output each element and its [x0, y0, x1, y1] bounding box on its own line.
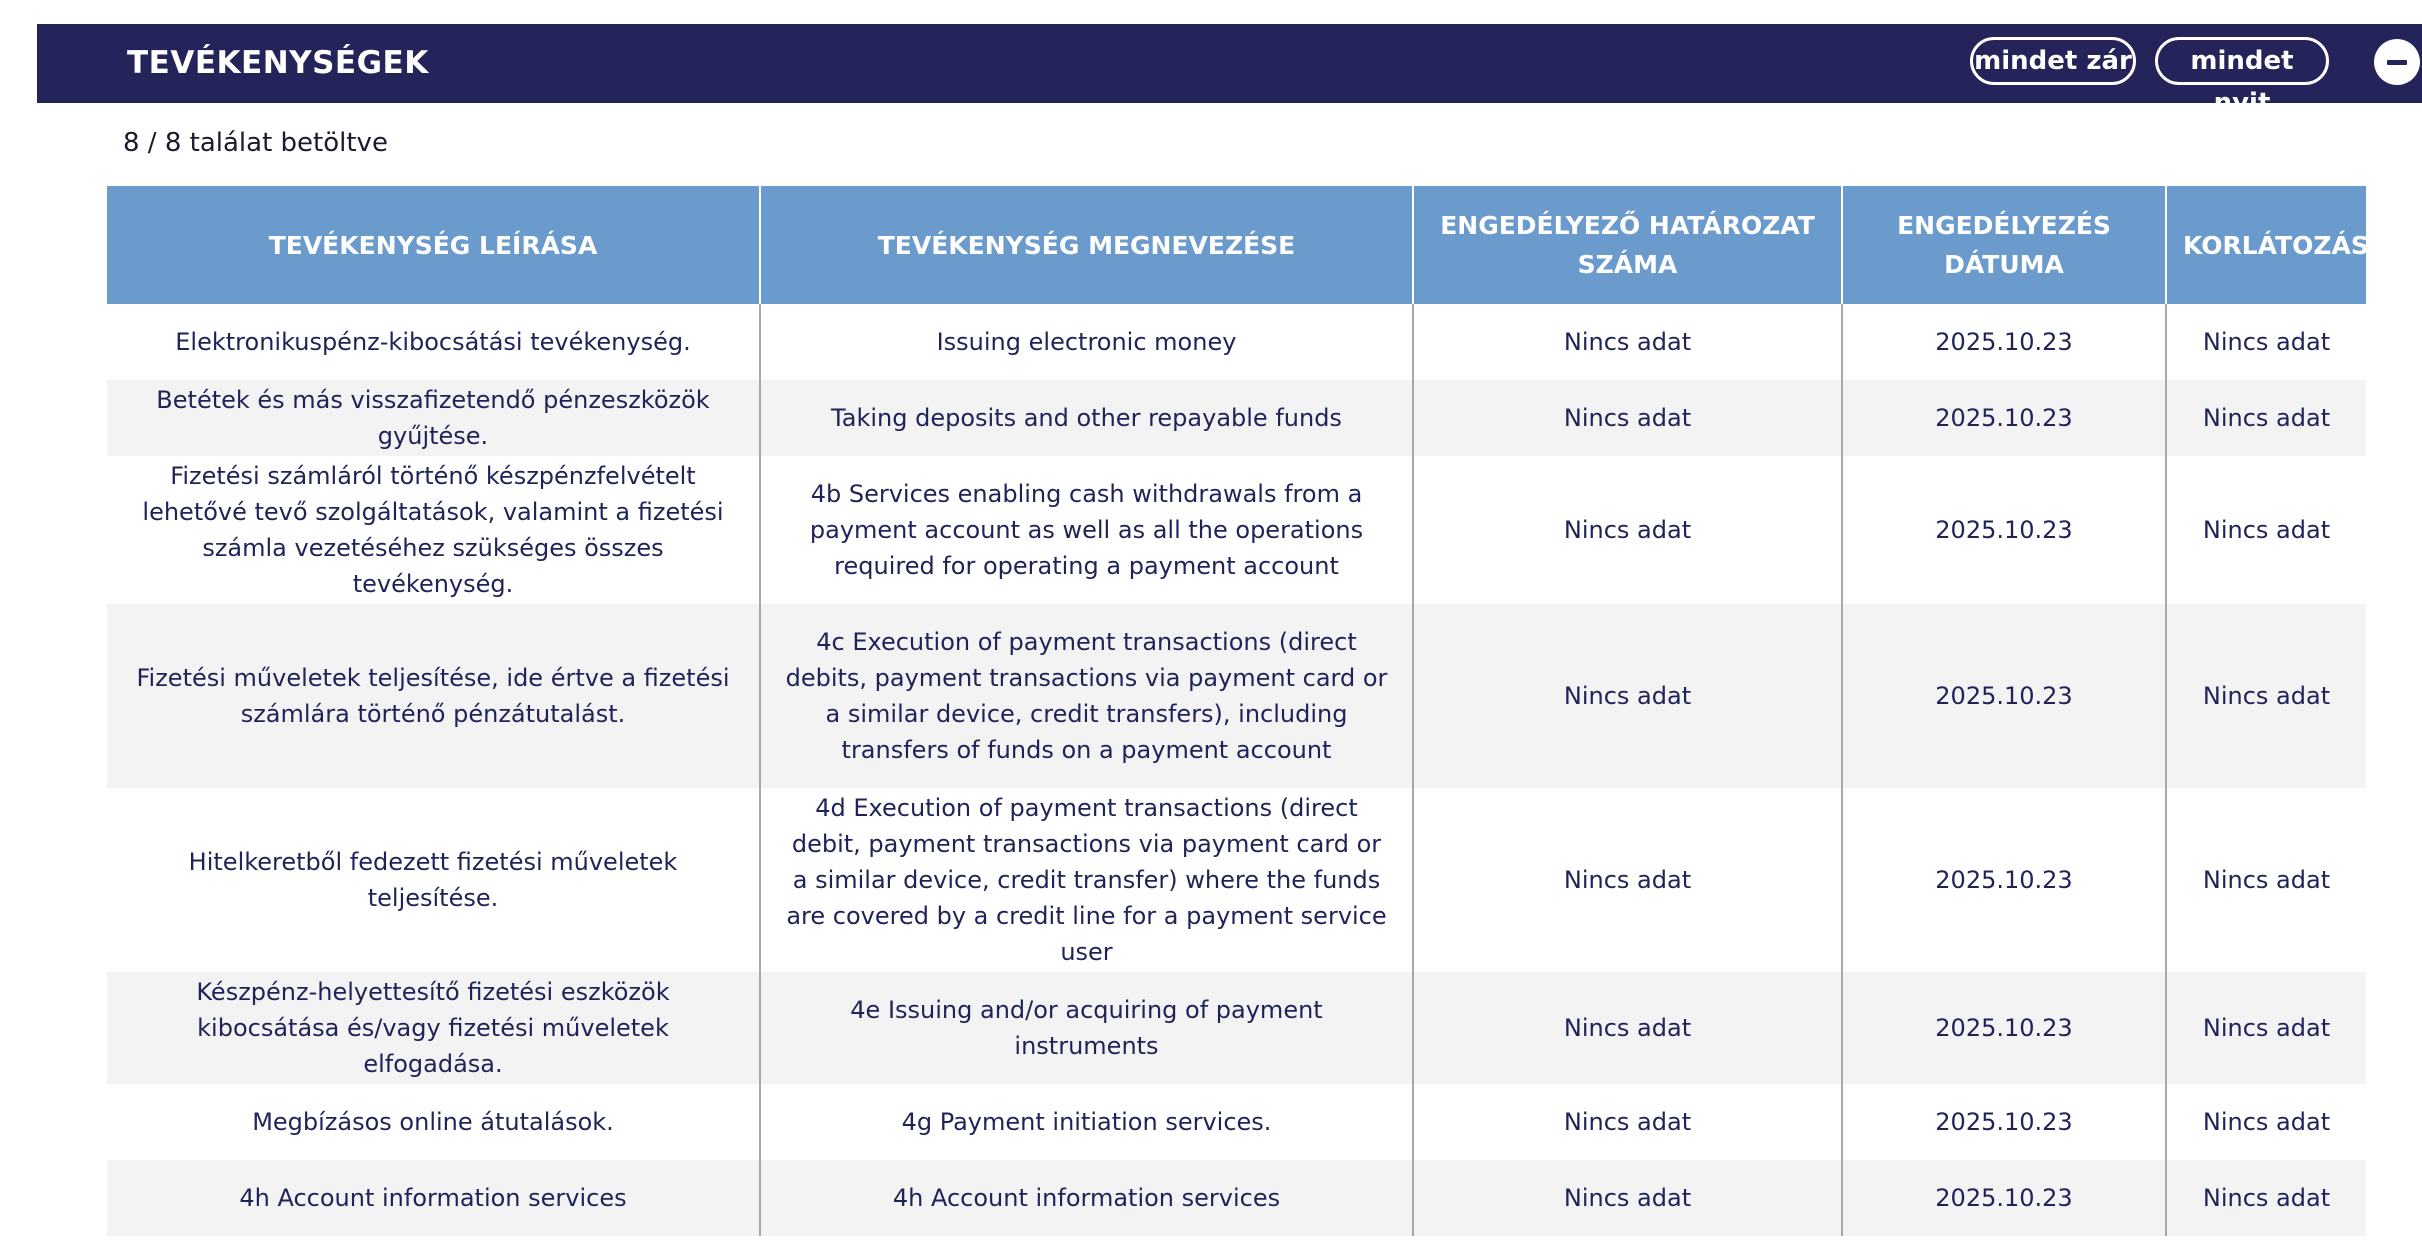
column-header-name[interactable]: TEVÉKENYSÉG MEGNEVEZÉSE — [760, 186, 1413, 304]
cell-name: Taking deposits and other repayable funds — [760, 380, 1413, 456]
cell-description: Hitelkeretből fedezett fizetési műveletek teljesítése. — [107, 788, 760, 972]
cell-date: 2025.10.23 — [1842, 456, 2166, 604]
activities-panel-header — [37, 24, 2422, 118]
cell-restriction: Nincs adat — [2166, 456, 2366, 604]
table-row — [107, 380, 2366, 456]
minus-circle-icon — [2387, 60, 2407, 65]
result-count: 8 / 8 találat betöltve — [123, 128, 388, 158]
cell-name: 4e Issuing and/or acquiring of payment instruments — [760, 972, 1413, 1084]
cell-name: 4d Execution of payment transactions (direct debit, payment transactions via payment card or a similar device, credit transfer) where the funds are covered by a credit line for a payment service user — [760, 788, 1413, 972]
column-header-decision-number[interactable]: ENGEDÉLYEZŐ HATÁROZAT SZÁMA — [1413, 186, 1842, 304]
cell-description: Fizetési műveletek teljesítése, ide értve a fizetési számlára történő pénzátutalást. — [107, 604, 760, 788]
cell-date: 2025.10.23 — [1842, 788, 2166, 972]
cell-description: Elektronikuspénz-kibocsátási tevékenység. — [107, 304, 760, 380]
table-row — [107, 304, 2366, 380]
cell-restriction: Nincs adat — [2166, 380, 2366, 456]
column-header-description[interactable]: TEVÉKENYSÉG LEÍRÁSA — [107, 186, 760, 304]
close-all-button[interactable]: mindet zár — [1970, 37, 2136, 85]
open-all-button[interactable]: mindet nyit — [2155, 37, 2329, 85]
table-row — [107, 1160, 2366, 1236]
table-row — [107, 1084, 2366, 1160]
cell-description: Készpénz-helyettesítő fizetési eszközök kibocsátása és/vagy fizetési műveletek elfogadása. — [107, 972, 760, 1084]
cell-description: 4h Account information services — [107, 1160, 760, 1236]
collapse-panel-button[interactable] — [2374, 39, 2420, 85]
table-row — [107, 788, 2366, 972]
cell-restriction: Nincs adat — [2166, 304, 2366, 380]
cell-decision-number: Nincs adat — [1413, 304, 1842, 380]
panel-title: TEVÉKENYSÉGEK — [127, 45, 429, 81]
cell-restriction: Nincs adat — [2166, 1084, 2366, 1160]
cell-date: 2025.10.23 — [1842, 304, 2166, 380]
cell-description: Fizetési számláról történő készpénzfelvételt lehetővé tevő szolgáltatások, valamint a fizetési számla vezetéséhez szükséges összes tevékenység. — [107, 456, 760, 604]
cell-date: 2025.10.23 — [1842, 380, 2166, 456]
cell-date: 2025.10.23 — [1842, 1160, 2166, 1236]
cell-restriction: Nincs adat — [2166, 604, 2366, 788]
cell-decision-number: Nincs adat — [1413, 1084, 1842, 1160]
table-header-row — [107, 186, 2366, 304]
cell-decision-number: Nincs adat — [1413, 456, 1842, 604]
cell-restriction: Nincs adat — [2166, 788, 2366, 972]
table-row — [107, 604, 2366, 788]
cell-name: Issuing electronic money — [760, 304, 1413, 380]
activities-table — [107, 186, 2369, 1236]
cell-decision-number: Nincs adat — [1413, 1160, 1842, 1236]
cell-decision-number: Nincs adat — [1413, 380, 1842, 456]
cell-restriction: Nincs adat — [2166, 972, 2366, 1084]
cell-date: 2025.10.23 — [1842, 604, 2166, 788]
cell-name: 4h Account information services — [760, 1160, 1413, 1236]
cell-name: 4c Execution of payment transactions (direct debits, payment transactions via payment card or a similar device, credit transfers), including transfers of funds on a payment account — [760, 604, 1413, 788]
cell-decision-number: Nincs adat — [1413, 788, 1842, 972]
cell-name: 4b Services enabling cash withdrawals from a payment account as well as all the operations required for operating a payment account — [760, 456, 1413, 604]
cell-description: Megbízásos online átutalások. — [107, 1084, 760, 1160]
cell-decision-number: Nincs adat — [1413, 972, 1842, 1084]
cell-description: Betétek és más visszafizetendő pénzeszközök gyűjtése. — [107, 380, 760, 456]
column-header-restriction[interactable]: KORLÁTOZÁS — [2166, 186, 2366, 304]
cell-restriction: Nincs adat — [2166, 1160, 2366, 1236]
table-row — [107, 972, 2366, 1084]
table-row — [107, 456, 2366, 604]
column-header-date[interactable]: ENGEDÉLYEZÉS DÁTUMA — [1842, 186, 2166, 304]
cell-decision-number: Nincs adat — [1413, 604, 1842, 788]
cell-name: 4g Payment initiation services. — [760, 1084, 1413, 1160]
cell-date: 2025.10.23 — [1842, 1084, 2166, 1160]
cell-date: 2025.10.23 — [1842, 972, 2166, 1084]
